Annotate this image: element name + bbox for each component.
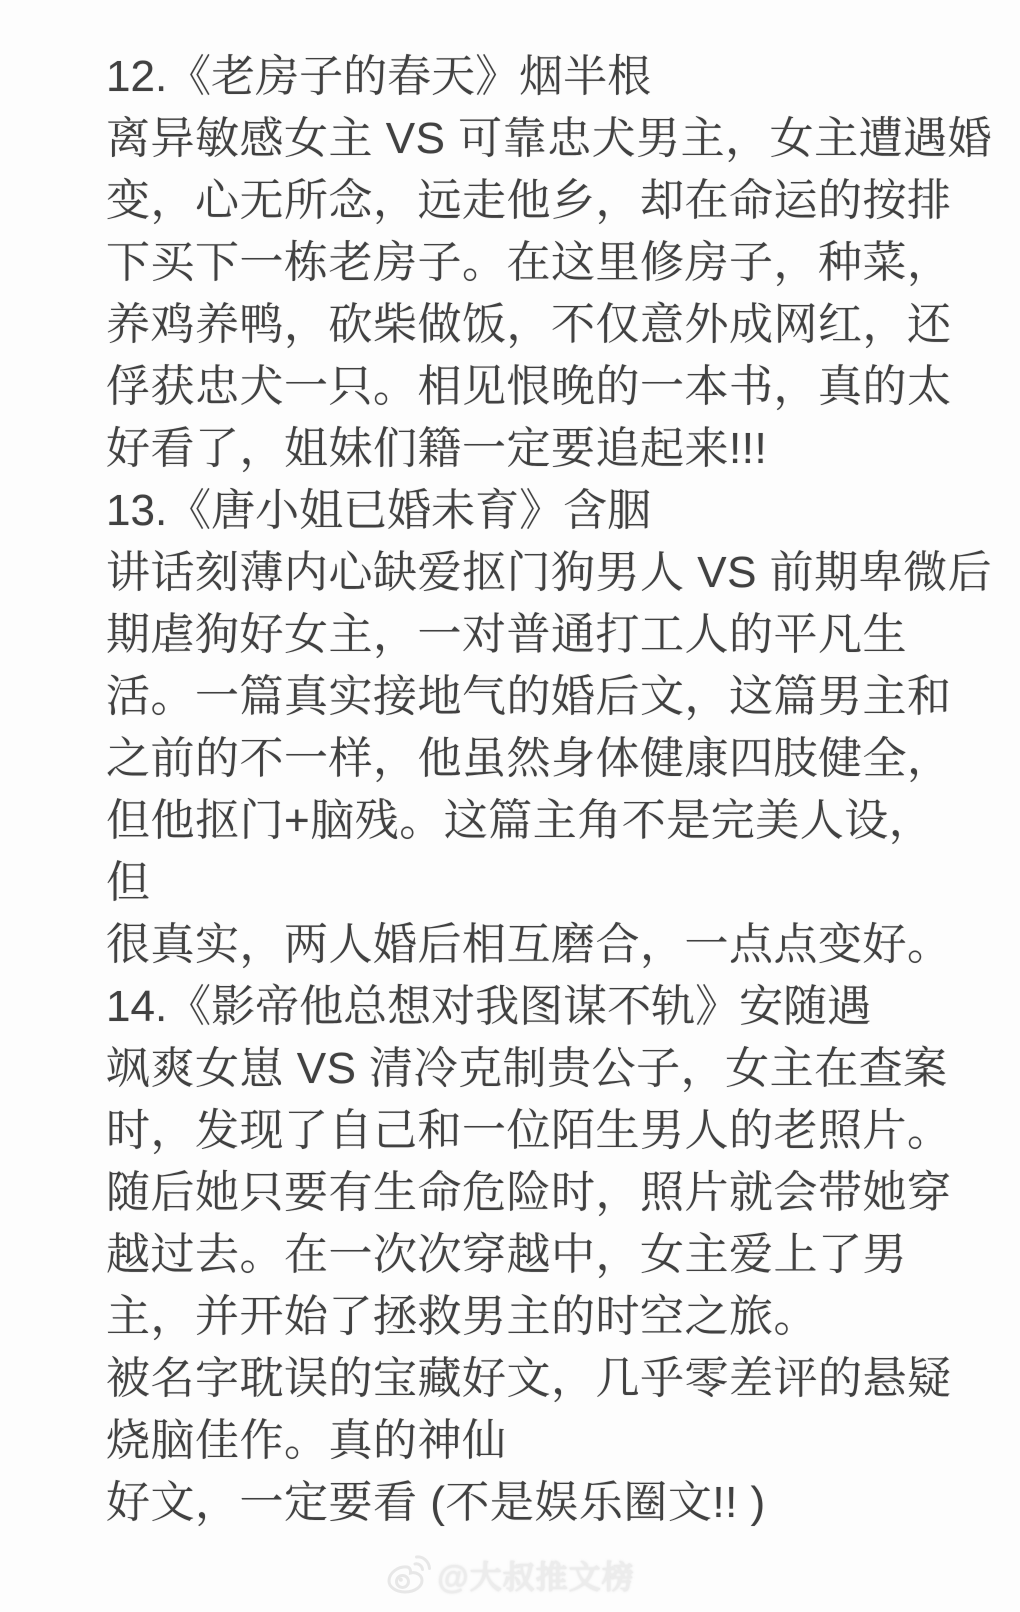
book-12-desc-line: 离异敏感女主 VS 可靠忠犬男主，女主遭遇婚 [106,114,993,163]
book-title-13: 13.《唐小姐已婚未育》含胭 [106,486,652,535]
book-12-desc-line: 俘获忠犬一只。相见恨晚的一本书，真的太 [106,362,952,411]
book-13-desc-line: 之前的不一样，他虽然身体健康四肢健全， [106,734,952,783]
book-14-desc-line: 时，发现了自己和一位陌生男人的老照片。 [106,1106,952,1155]
book-12-desc-line: 好看了，姐妹们籍一定要追起来!!! [106,424,768,473]
book-14-desc-line: 烧脑佳作。真的神仙 [106,1416,507,1465]
book-12-desc-line: 养鸡养鸭，砍柴做饭，不仅意外成网红，还 [106,300,952,349]
watermark-text: @大叔推文榜 [437,1559,635,1595]
book-13-desc-line: 讲话刻薄内心缺爱抠门狗男人 VS 前期卑微后 [106,548,993,597]
book-14-desc-line: 越过去。在一次次穿越中，女主爱上了男 [106,1230,907,1279]
book-14-desc-line: 随后她只要有生命危险时，照片就会带她穿 [106,1168,952,1217]
book-13-desc-line: 期虐狗好女主，一对普通打工人的平凡生 [106,610,907,659]
book-13-desc-line: 但 [106,858,151,907]
watermark [0,1552,1020,1598]
book-14-desc-line: 主，并开始了拯救男主的时空之旅。 [106,1292,818,1341]
book-13-desc-line: 但他抠门+脑残。这篇主角不是完美人设， [106,796,934,845]
book-14-desc-line: 飒爽女崽 VS 清冷克制贵公子，女主在查案 [106,1044,948,1093]
book-12-desc-line: 下买下一栋老房子。在这里修房子，种菜， [106,238,952,287]
weibo-icon [385,1554,431,1596]
book-title-14: 14.《影帝他总想对我图谋不轨》安随遇 [106,982,872,1031]
book-13-desc-line: 很真实，两人婚后相互磨合，一点点变好。 [106,920,952,969]
book-12-desc-line: 变，心无所念，远走他乡，却在命运的按排 [106,176,952,225]
book-title-12: 12.《老房子的春天》烟半根 [106,52,652,101]
book-14-desc-line: 好文，一定要看 (不是娱乐圈文!! ) [106,1478,766,1527]
book-13-desc-line: 活。一篇真实接地气的婚后文，这篇男主和 [106,672,952,721]
book-14-desc-line: 被名字耽误的宝藏好文，几乎零差评的悬疑 [106,1354,952,1403]
recommendation-list [106,46,993,1534]
